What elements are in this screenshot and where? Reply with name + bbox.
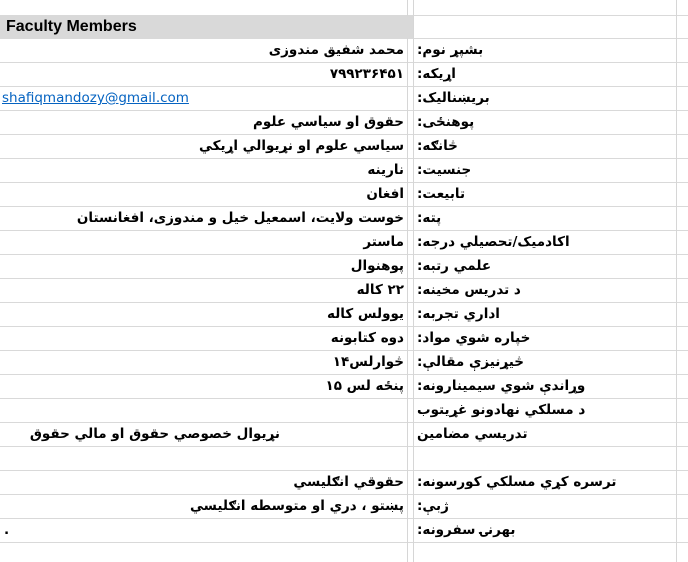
table-row: [0, 495, 688, 519]
table-row: [0, 375, 688, 399]
table-row: [0, 159, 688, 183]
column-gridline-label: [413, 0, 414, 562]
label-cell[interactable]: څانګه:: [417, 138, 458, 154]
empty-top-row: [0, 0, 688, 16]
value-cell[interactable]: ۲۲ کاله: [356, 282, 404, 298]
table-row: [0, 471, 688, 495]
table-row: [0, 183, 688, 207]
header-row: [0, 16, 688, 39]
table-row: [0, 87, 688, 111]
value-cell[interactable]: حقوقي انګلیسي: [293, 474, 404, 490]
email-link[interactable]: shafiqmandozy@gmail.com: [2, 90, 189, 106]
label-cell[interactable]: اړیکه:: [417, 66, 456, 82]
value-cell[interactable]: [0, 447, 407, 470]
label-cell[interactable]: وړاندې شوي سیمینارونه:: [417, 378, 586, 394]
page-title[interactable]: Faculty Members: [0, 16, 413, 38]
label-cell[interactable]: ترسره کړي مسلکي کورسونه:: [417, 474, 617, 490]
value-cell[interactable]: ماستر: [363, 234, 404, 250]
value-cell[interactable]: پنځه لس ۱۵: [325, 378, 404, 394]
label-cell[interactable]: پته:: [417, 210, 442, 226]
label-cell[interactable]: جنسیت:: [417, 162, 472, 178]
value-cell[interactable]: نړیوال خصوصي حقوق او مالي حقوق: [29, 426, 280, 442]
value-cell[interactable]: پښتو ، دري او متوسطه انګلیسي: [189, 498, 404, 514]
column-gridline-left: [407, 0, 408, 562]
value-cell[interactable]: حقوق او سیاسي علوم: [253, 114, 404, 130]
table-row: [0, 351, 688, 375]
value-cell[interactable]: [0, 399, 407, 422]
label-cell[interactable]: تدریسي مضامین: [417, 426, 528, 442]
table-row: [0, 207, 688, 231]
table-row: [0, 327, 688, 351]
table-row: [0, 279, 688, 303]
label-cell[interactable]: اکادمیک/تحصیلي درجه:: [417, 234, 570, 250]
table-row: [0, 447, 688, 471]
table-row: [0, 111, 688, 135]
table-row: [0, 399, 688, 423]
table-row: [0, 423, 688, 447]
label-cell[interactable]: څیړنیزې مقالې:: [417, 354, 524, 370]
value-cell[interactable]: محمد شفیق مندوزی: [268, 42, 404, 58]
column-gridline-right: [676, 0, 677, 562]
label-cell[interactable]: بهرنۍ سفرونه:: [417, 522, 516, 538]
label-cell[interactable]: خپاره شوي مواد:: [417, 330, 531, 346]
table-row: [0, 39, 688, 63]
value-cell[interactable]: دوه کتابونه: [330, 330, 404, 346]
label-cell[interactable]: پوهنځی:: [417, 114, 475, 130]
value-cell[interactable]: ۷۹۹۲۳۶۴۵۱: [329, 66, 404, 82]
label-cell[interactable]: علمي رتبه:: [417, 258, 492, 274]
label-cell[interactable]: بریښنالیک:: [417, 90, 490, 106]
table-row: [0, 231, 688, 255]
table-row: [0, 519, 688, 543]
label-cell[interactable]: د تدریس مخینه:: [417, 282, 521, 298]
value-cell[interactable]: خوست ولایت، اسمعیل خیل و مندوزی، افغانستان: [76, 210, 404, 226]
value-cell[interactable]: یوولس کاله: [327, 306, 404, 322]
label-cell[interactable]: ژبې:: [417, 498, 449, 514]
value-cell[interactable]: څوارلس۱۴: [332, 354, 404, 370]
table-row: [0, 255, 688, 279]
label-cell[interactable]: د مسلکي نهادونو غړیتوب: [417, 402, 586, 418]
label-cell[interactable]: اداري تجربه:: [417, 306, 500, 322]
label-cell[interactable]: تابیعت:: [417, 186, 466, 202]
value-cell[interactable]: افغان: [366, 186, 404, 202]
table-row: [0, 303, 688, 327]
label-cell[interactable]: [413, 447, 682, 470]
value-cell[interactable]: نارینه: [367, 162, 404, 178]
empty-bottom-row: [0, 543, 688, 562]
table-row: [0, 135, 688, 159]
value-cell[interactable]: .: [4, 522, 10, 538]
value-cell[interactable]: پوهنوال: [350, 258, 404, 274]
table-row: [0, 63, 688, 87]
value-cell[interactable]: سیاسي علوم او نړیوالي اړیکي: [198, 138, 404, 154]
label-cell[interactable]: بشپړ نوم:: [417, 42, 484, 58]
faculty-profile-table: [0, 39, 688, 543]
